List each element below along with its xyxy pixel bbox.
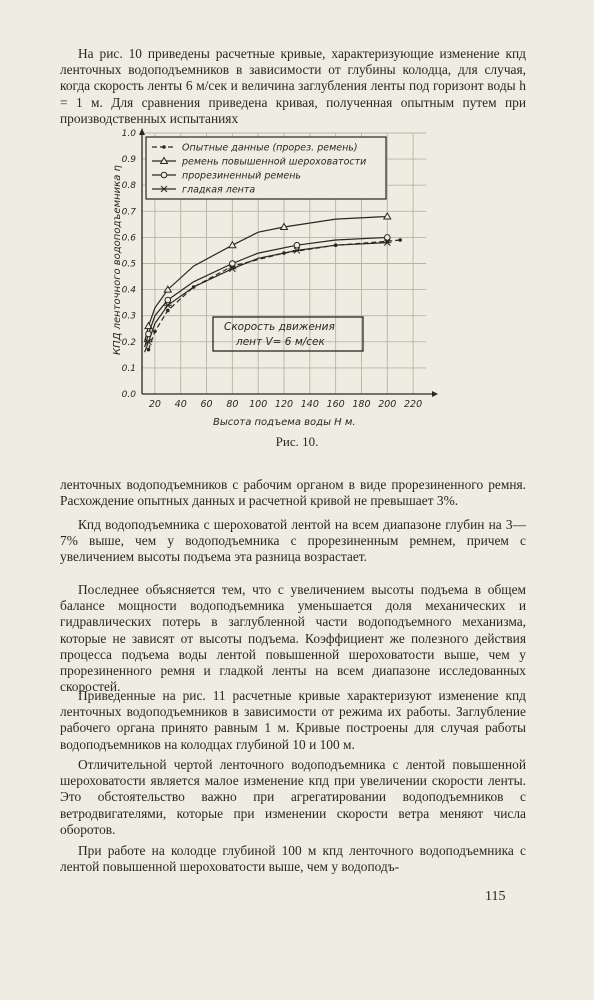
y-axis-label: КПД ленточного водоподъемника η	[112, 165, 123, 355]
page-number: 115	[485, 889, 506, 904]
data-point	[147, 348, 151, 352]
paragraph-5: Отличительной чертой ленточного водоподъемника с лентой повышенной шероховатости является малое изменение кпд при увеличении скорости ленты. Это обстоятельство важно при агрегатировании водоподъемников с ветродвигателями, которые при изменении скорости ветра меняют числа оборотов.	[60, 757, 526, 837]
data-point	[229, 242, 236, 248]
y-tick-label: 0.6	[121, 233, 136, 244]
intro-paragraph: На рис. 10 приведены расчетные кривые, характеризующие изменение кпд ленточных водоподъемников в зависимости от глубины колодца, для случая, когда скорость ленты 6 м/сек и величина заглубления ленты под горизонт воды h = 1 м. Для сравнения приведена кривая, полученная опытным путем при производственных испытаниях	[60, 46, 526, 126]
data-point	[294, 242, 300, 248]
x-tick-label: 60	[200, 399, 213, 410]
x-tick-label: 180	[352, 399, 371, 410]
x-axis-label: Высота подъема воды H м.	[213, 417, 356, 428]
legend-entry: Опытные данные (прорез. ремень)	[182, 142, 358, 154]
y-tick-label: 0.3	[121, 311, 136, 322]
x-tick-label: 80	[226, 399, 239, 410]
paragraph-2: Кпд водоподъемника с шероховатой лентой на всем диапазоне глубин на 3—7% выше, чем у водоподъемника с прорезиненным ремнем, причем с увеличением высоты подъема эта разница возрастает.	[60, 517, 526, 565]
data-point	[384, 235, 390, 241]
y-tick-label: 0.8	[121, 181, 136, 192]
data-point	[153, 330, 157, 334]
paragraph-3: Последнее объясняется тем, что с увеличением высоты подъема в общем балансе мощности водоподъемника уменьшается доля механических и гидравлических потерь в заглубленной части водоподъемного механизма, которые не зависят от высоты подъема. Коэффициент же полезного действия процесса подъема воды лентой повышенной шероховатости выше, чем у прорезиненного ремня и гладкой ленты на всем диапазоне исследованных скоростей.	[60, 582, 526, 695]
y-tick-label: 0.0	[121, 390, 136, 400]
x-tick-label: 120	[274, 399, 294, 410]
x-tick-label: 20	[148, 399, 161, 410]
legend-entry: гладкая лента	[182, 184, 256, 196]
x-tick-label: 160	[326, 399, 345, 410]
data-point	[166, 309, 170, 313]
x-tick-label: 200	[378, 399, 397, 410]
y-tick-label: 0.2	[121, 337, 136, 348]
annotation-line-2: лент V= 6 м/сек	[236, 336, 325, 348]
y-tick-label: 0.9	[121, 155, 136, 166]
x-tick-label: 140	[300, 399, 319, 410]
x-tick-label: 40	[174, 399, 187, 410]
data-point	[144, 339, 152, 345]
legend-entry: прорезиненный ремень	[182, 170, 302, 182]
y-tick-label: 0.1	[121, 363, 136, 374]
data-point	[230, 261, 236, 267]
legend-entry: ремень повышенной шероховатости	[182, 156, 367, 168]
y-tick-label: 0.5	[121, 259, 136, 270]
y-axis-arrow	[139, 128, 145, 135]
x-tick-label: 100	[249, 399, 268, 410]
figure-caption: Рис. 10.	[275, 434, 319, 449]
y-tick-label: 0.7	[121, 207, 136, 218]
data-point	[161, 172, 167, 178]
data-point	[162, 145, 166, 149]
paragraph-4: Приведенные на рис. 11 расчетные кривые характеризуют изменение кпд ленточных водоподъемников в зависимости от режима их работы. Заглубление рабочего органа принято равным 1 м. Кривые построены для случая работы водоподъемников на колодцах глубиной 10 и 100 м.	[60, 688, 526, 752]
continuation-paragraph: ленточных водоподъемников с рабочим органом в виде прорезиненного ремня. Расхождение опытных данных и расчетной кривой не превышает 3%.	[60, 477, 526, 509]
y-tick-label: 0.4	[121, 285, 136, 296]
chart-svg	[108, 123, 443, 428]
x-axis-arrow	[432, 391, 438, 397]
data-point	[165, 297, 171, 303]
figure-10	[108, 123, 443, 428]
data-point	[384, 213, 391, 219]
x-tick-label: 220	[404, 399, 423, 410]
paragraph-6: При работе на колодце глубиной 100 м кпд ленточного водоподъемника с лентой повышенной шероховатости выше, чем у водоподъ-	[60, 843, 526, 875]
y-tick-label: 1.0	[121, 129, 136, 139]
data-point	[398, 238, 402, 242]
annotation-line-1: Скорость движения	[224, 321, 335, 333]
